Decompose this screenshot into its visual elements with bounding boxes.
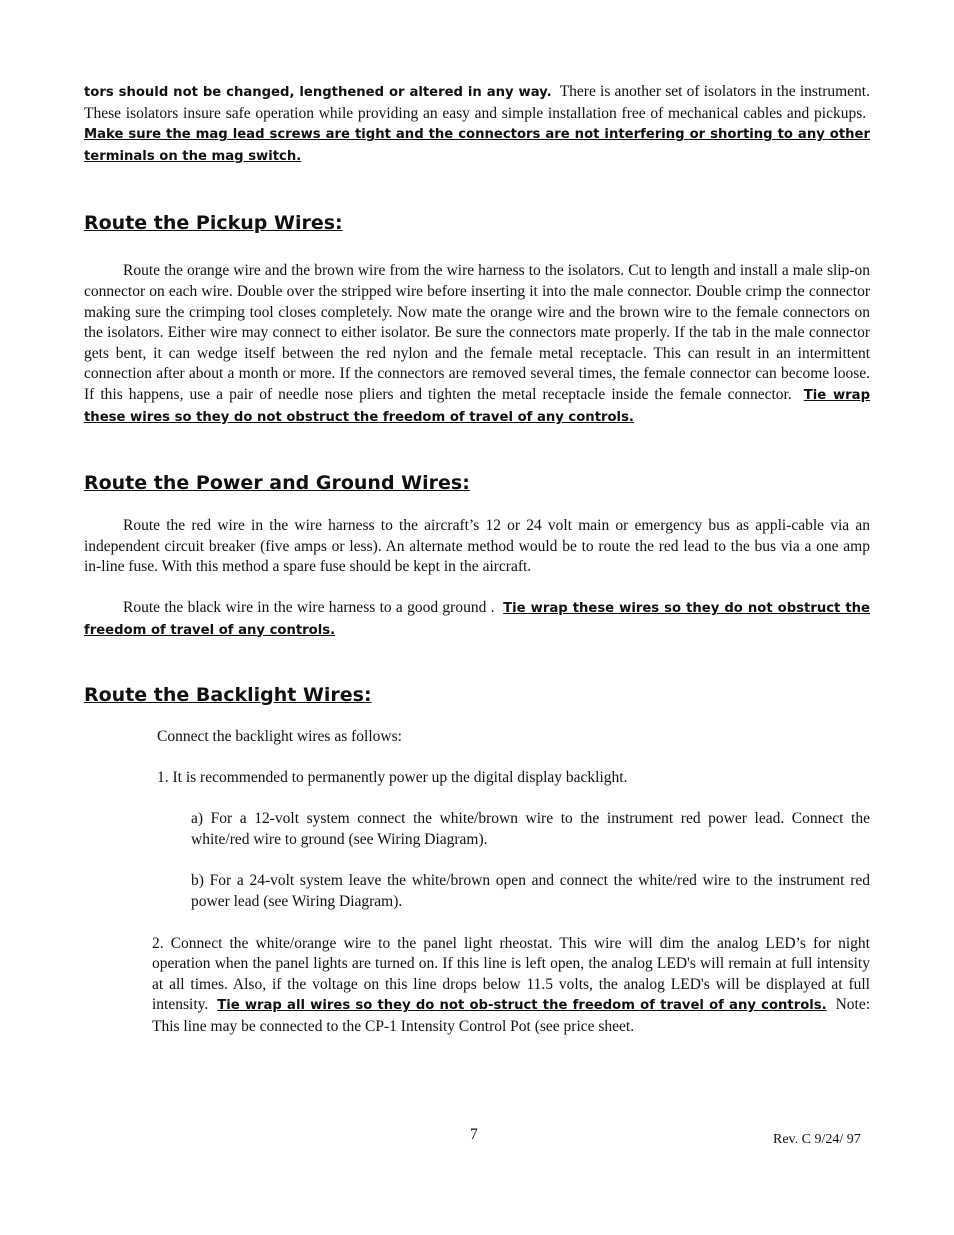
page-number: 7 <box>470 1126 478 1143</box>
document-page <box>84 82 870 1038</box>
backlight-item-2-warning: Tie wrap all wires so they do not ob-struct the freedom of travel of any controls. <box>217 998 827 1014</box>
pickup-text: Route the orange wire and the brown wire from the wire harness to the isolators. Cut to length and install a male slip-on connector on each wire. Double over the stripped wire before inserting it into the male connector. Double crimp the connector making sure the crimping tool closes completely. Now mate the orange wire and the brown wire to the female connectors on the isolators. Either wire may connect to either isolator. Be sure the connectors mate properly. If the tab in the male connector gets bent, it can wedge itself between the red nylon and the female metal receptacle. This can result in an intermittent connection after about a month or more. If the connectors are removed several times, the female connector can become loose. If this happens, use a pair of needle nose pliers and tighten the metal receptacle inside the female connector. <box>84 262 870 403</box>
backlight-item-2-note: Note: This line may be connected to the CP-1 Intensity Control Pot (see price sheet. <box>152 996 871 1036</box>
backlight-intro: Connect the backlight wires as follows: <box>157 728 402 746</box>
pickup-heading: Route the Pickup Wires: <box>84 212 343 235</box>
backlight-item-2 <box>152 934 870 1038</box>
backlight-heading: Route the Backlight Wires: <box>84 684 372 707</box>
intro-paragraph <box>84 82 870 167</box>
pickup-warning: Tie wrap these wires so they do not obstruct the freedom of travel of any controls. <box>84 387 871 425</box>
power-warning: Tie wrap these wires so they do not obstruct the freedom of travel of any controls. <box>84 600 871 638</box>
backlight-item-1a: a) For a 12-volt system connect the white/brown wire to the instrument red power lead. Connect the white/red wire to ground (see Wiring Diagram). <box>191 810 870 848</box>
power-heading: Route the Power and Ground Wires: <box>84 472 470 495</box>
backlight-item-1b: b) For a 24-volt system leave the white/brown open and connect the white/red wire to the instrument red power lead (see Wiring Diagram). <box>191 872 870 911</box>
revision-label: Rev. C 9/24/ 97 <box>773 1132 861 1147</box>
backlight-item-2-text: 2. Connect the white/orange wire to the panel light rheostat. This wire will dim the analog LED’s for night operation when the panel lights are turned on. If this line is left open, the analog LED's will remain at full intensity at all times. Also, if the voltage on this line drops below 11.5 volts, the analog LED's will be displayed at full intensity. <box>152 934 870 1014</box>
power-paragraph-2 <box>84 598 870 641</box>
intro-bold-lead: tors should not be changed, lengthened or altered in any way. <box>84 85 552 100</box>
backlight-item-1: 1. It is recommended to permanently power up the digital display backlight. <box>157 768 628 786</box>
intro-text: There is another set of isolators in the instrument. These isolators insure safe operation while providing an easy and simple installation free of mechanical cables and pickups. <box>84 83 870 122</box>
power-ground-text: Route the black wire in the wire harness to a good ground . <box>123 598 495 616</box>
pickup-paragraph <box>84 261 870 428</box>
intro-warning: Make sure the mag lead screws are tight and the connectors are not interfering or shorting to any other terminals on the mag switch. <box>84 127 870 164</box>
power-paragraph-1: Route the red wire in the wire harness to the aircraft’s 12 or 24 volt main or emergency bus as appli-cable via an independent circuit breaker (five amps or less). An alternate method would be to route the red lead to the bus via a one amp in-line fuse. With this method a spare fuse should be kept in the aircraft. <box>84 517 870 576</box>
